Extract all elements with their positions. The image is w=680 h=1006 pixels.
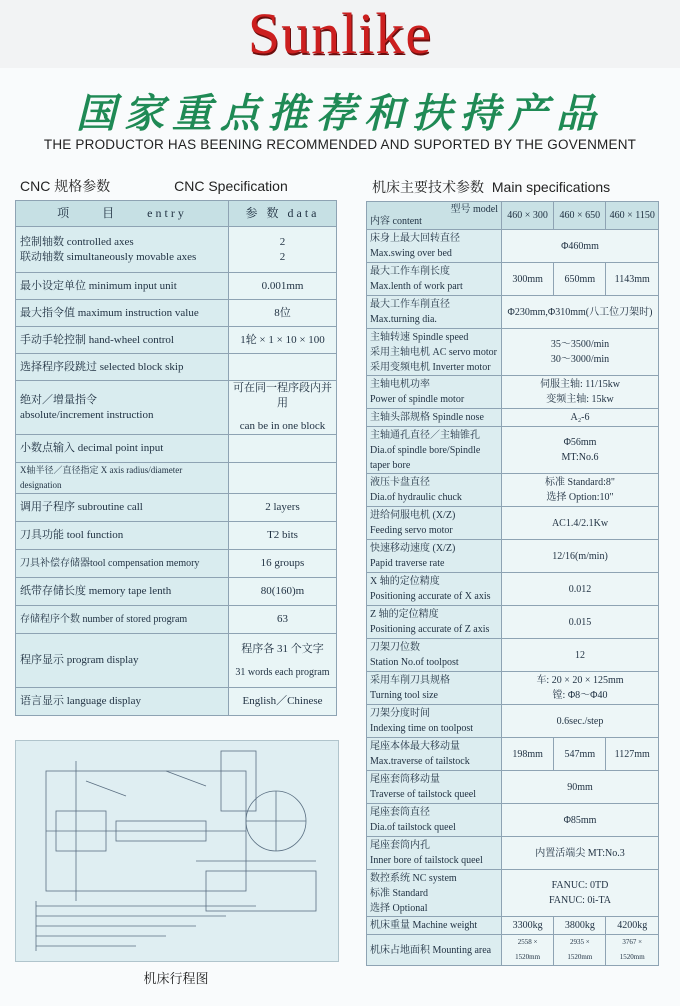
row-label-line: Dia.of tailstock queel <box>370 822 456 833</box>
row-label <box>367 329 502 376</box>
headline: 国家重点推荐和扶持产品 <box>76 91 604 137</box>
row-label <box>367 409 502 427</box>
row-label-line: Max.turning dia. <box>370 314 437 325</box>
model-header: 460 × 1150 <box>606 202 659 230</box>
table-row <box>367 639 659 672</box>
row-label: 刀具补偿存储器tool compensation memory <box>16 550 229 578</box>
row-value <box>502 705 659 738</box>
row-value-line: 内置活端尖 MT:No.3 <box>535 847 625 859</box>
row-label: 小数点输入 decimal point input <box>16 435 229 463</box>
table-row <box>367 376 659 409</box>
row-label <box>367 376 502 409</box>
row-label-line: 控制轴数 controlled axes <box>20 235 134 248</box>
header-content: 内容 content <box>370 215 422 227</box>
cnc-title-cn: CNC 规格参数 <box>20 178 111 194</box>
row-value-line: 0.012 <box>568 583 592 595</box>
row-label-line: Dia.of hydraulic chuck <box>370 492 462 503</box>
row-label-line: 液压卡盘直径 <box>370 477 430 488</box>
row-label-line: Power of spindle motor <box>370 394 465 405</box>
table-row <box>367 409 659 427</box>
row-value <box>502 573 659 606</box>
table-row <box>16 381 337 435</box>
row-value <box>502 540 659 573</box>
row-value-line: 可在同一程序段内并用 <box>233 382 332 409</box>
row-label <box>367 230 502 263</box>
row-label: 调用子程序 subroutine call <box>16 494 229 522</box>
row-label-line: 刀架分度时间 <box>370 708 430 719</box>
row-label-line: Positioning accurate of Z axis <box>370 624 490 635</box>
row-label <box>367 573 502 606</box>
row-label-line: 最大工作车削长度 <box>370 266 450 277</box>
row-label-line: 床身上最大回转直径 <box>370 233 460 244</box>
header-data: 参 数 data <box>229 201 337 227</box>
row-value: 1轮 × 1 × 10 × 100 <box>229 327 337 354</box>
row-value: 80(160)m <box>229 578 337 606</box>
row-label-line: 尾座套筒直径 <box>370 807 430 818</box>
table-row <box>16 522 337 550</box>
row-value <box>502 672 659 705</box>
row-label <box>367 263 502 296</box>
row-value-line: 镗: Φ8～Φ40 <box>552 690 608 701</box>
row-label-line: 绝对／增量指令 <box>20 393 97 406</box>
table-row <box>367 507 659 540</box>
row-label-line: Z 轴的定位精度 <box>370 609 439 620</box>
row-value: 63 <box>229 606 337 634</box>
row-label-line: absolute/increment instruction <box>20 408 154 421</box>
table-row <box>367 935 659 966</box>
row-value: 0.001mm <box>229 273 337 300</box>
row-label: 刀具功能 tool function <box>16 522 229 550</box>
row-label-line: 采用主轴电机 AC servo motor <box>370 346 497 358</box>
row-label-line: 标准 Standard <box>370 887 429 899</box>
row-label-line: Indexing time on toolpost <box>370 723 474 734</box>
row-label-line: 进给伺服电机 (X/Z) <box>370 510 456 521</box>
cnc-section-title <box>20 176 288 196</box>
travel-diagram <box>15 740 339 962</box>
row-value-line: Φ85mm <box>563 814 597 826</box>
row-value <box>502 230 659 263</box>
row-value: 300mm <box>502 263 554 296</box>
row-value: 1143mm <box>606 263 659 296</box>
row-label-line: 选择 Optional <box>370 902 428 914</box>
row-label: 存储程序个数 number of stored program <box>16 606 229 634</box>
row-label-line: Station No.of toolpost <box>370 657 459 668</box>
row-value <box>502 296 659 329</box>
row-value-line: 选择 Option:10" <box>546 492 614 503</box>
table-row <box>367 230 659 263</box>
table-row <box>367 870 659 917</box>
table-header-row <box>367 202 659 230</box>
row-label <box>367 738 502 771</box>
row-value-line: 车: 20 × 20 × 125mm <box>536 675 624 686</box>
main-title-en: Main specifications <box>491 179 611 195</box>
row-label <box>367 935 502 966</box>
row-value-line: A₂-6 <box>570 412 590 423</box>
row-value: 3300kg <box>502 917 554 935</box>
row-label: 选择程序段跳过 selected block skip <box>16 354 229 381</box>
table-row <box>16 606 337 634</box>
row-value-line: 2 <box>279 235 286 248</box>
row-value: 8位 <box>229 300 337 327</box>
main-title-cn: 机床主要技术参数 <box>372 179 484 195</box>
row-value-line: AC1.4/2.1Kw <box>551 517 609 529</box>
cnc-spec-table <box>15 200 337 716</box>
table-row <box>16 327 337 354</box>
row-value <box>502 409 659 427</box>
row-label-line: 最大工作车削直径 <box>370 299 450 310</box>
row-label-line: 主轴电机功率 <box>370 379 430 390</box>
row-label-line: 数控系统 NC system <box>370 872 457 884</box>
subheadline: THE PRODUCTOR HAS BEENING RECOMMENDED AND SUPORTED BY THE GOVENMENT <box>43 137 637 152</box>
table-row <box>16 634 337 688</box>
row-value-line: 12/16(m/min) <box>552 550 608 562</box>
row-value-line: 35～3500/min <box>550 339 610 350</box>
table-row <box>16 300 337 327</box>
row-label-line: 尾座套筒内孔 <box>370 840 430 851</box>
row-label-line: 刀架刀位数 <box>370 642 420 653</box>
table-row <box>367 573 659 606</box>
row-label <box>367 672 502 705</box>
row-label <box>367 639 502 672</box>
main-spec-body <box>367 202 659 966</box>
row-value <box>502 639 659 672</box>
cnc-title-en: CNC Specification <box>174 178 288 194</box>
row-label-line: 主轴头部规格 Spindle nose <box>370 412 484 423</box>
row-label-line: Dia.of spindle bore/Spindle <box>370 444 481 456</box>
row-value <box>502 376 659 409</box>
row-value: 3800kg <box>554 917 606 935</box>
row-value-line: 程序各 31 个文字 <box>241 642 324 655</box>
row-label: 最小设定单位 minimum input unit <box>16 273 229 300</box>
table-row <box>16 435 337 463</box>
table-row <box>367 738 659 771</box>
row-label-line: Turning tool size <box>370 690 438 701</box>
row-label-line: 联动轴数 simultaneously movable axes <box>20 250 197 263</box>
table-row <box>367 672 659 705</box>
table-row <box>367 837 659 870</box>
row-value <box>229 227 337 273</box>
row-value-line: 31 words each program <box>235 666 330 678</box>
model-header: 460 × 650 <box>554 202 606 230</box>
row-value-line: 90mm <box>567 781 593 793</box>
table-row <box>16 463 337 494</box>
row-label <box>367 427 502 474</box>
row-label <box>367 917 502 935</box>
row-value-line: 0.015 <box>568 616 592 628</box>
row-value <box>502 837 659 870</box>
table-row <box>367 474 659 507</box>
row-value: 1127mm <box>606 738 659 771</box>
row-value: 16 groups <box>229 550 337 578</box>
row-value: 2 layers <box>229 494 337 522</box>
row-value-line: Φ230mm,Φ310mm(八工位刀架时) <box>507 306 653 318</box>
row-value: 547mm <box>554 738 606 771</box>
row-label-line: Inner bore of tailstock queel <box>370 855 483 866</box>
row-label-line: 快速移动速度 (X/Z) <box>370 543 456 554</box>
row-label-line: Papid traverse rate <box>370 558 445 569</box>
row-value-line: FANUC: 0TD <box>551 880 609 891</box>
row-label <box>367 540 502 573</box>
row-label: 程序显示 program display <box>16 634 229 688</box>
row-value: 198mm <box>502 738 554 771</box>
main-spec-table <box>366 201 659 966</box>
row-label-line: Max.swing over bed <box>370 248 452 259</box>
row-label <box>367 870 502 917</box>
row-label-line: 尾座本体最大移动量 <box>370 741 460 752</box>
row-label-line: Max.traverse of tailstock <box>370 756 470 767</box>
header-model-content <box>367 202 502 230</box>
row-label-line: 主轴转速 Spindle speed <box>370 331 469 343</box>
row-value: T2 bits <box>229 522 337 550</box>
row-label <box>367 837 502 870</box>
header-entry: 项 目 entry <box>16 201 229 227</box>
table-row <box>367 263 659 296</box>
brand-logo: Sunlike <box>247 1 433 66</box>
table-row <box>367 705 659 738</box>
row-value: 650mm <box>554 263 606 296</box>
row-value-line: 12 <box>575 649 585 661</box>
row-value-line: 30～3000/min <box>550 354 610 365</box>
model-header: 460 × 300 <box>502 202 554 230</box>
row-label-line: Max.lenth of work part <box>370 281 463 292</box>
row-value: 4200kg <box>606 917 659 935</box>
table-row <box>16 227 337 273</box>
row-value <box>502 427 659 474</box>
row-value-line: Φ56mm <box>563 437 597 448</box>
row-label <box>367 474 502 507</box>
table-row <box>16 494 337 522</box>
row-label <box>367 507 502 540</box>
row-value <box>229 435 337 463</box>
row-label <box>367 771 502 804</box>
row-label-line: Traverse of tailstock queel <box>370 789 476 800</box>
header-model: 型号 model <box>450 203 498 215</box>
table-row <box>16 578 337 606</box>
row-label: 手动手轮控制 hand-wheel control <box>16 327 229 354</box>
row-value <box>502 474 659 507</box>
table-row <box>367 606 659 639</box>
row-label-line: 采用车削刀具规格 <box>370 675 450 686</box>
row-label: 语言显示 language display <box>16 688 229 716</box>
row-value <box>229 381 337 435</box>
row-value-line: 0.6sec./step <box>556 715 604 727</box>
row-value-line: 变频主轴: 15kw <box>546 394 614 405</box>
row-value <box>502 329 659 376</box>
row-label-line: Positioning accurate of X axis <box>370 591 491 602</box>
table-row <box>367 427 659 474</box>
row-value-line: MT:No.6 <box>561 452 599 463</box>
table-row <box>367 296 659 329</box>
row-label-line: 机床重量 Machine weight <box>370 920 478 931</box>
row-label <box>367 804 502 837</box>
row-value: 3767 × 1520mm <box>606 935 659 966</box>
row-value <box>502 804 659 837</box>
row-value: 2935 × 1520mm <box>554 935 606 966</box>
row-value <box>502 606 659 639</box>
table-row <box>16 688 337 716</box>
row-value-line: 标准 Standard:8" <box>545 477 615 488</box>
table-row <box>367 329 659 376</box>
row-value: English／Chinese <box>229 688 337 716</box>
row-label-line: X 轴的定位精度 <box>370 576 440 587</box>
row-value-line: 伺服主轴: 11/15kw <box>540 379 620 390</box>
row-value-line: Φ460mm <box>561 240 599 252</box>
main-section-title <box>372 177 610 197</box>
table-row <box>367 804 659 837</box>
table-row <box>16 273 337 300</box>
row-value <box>229 463 337 494</box>
row-value-line: 2 <box>279 250 286 263</box>
table-header-row <box>16 201 337 227</box>
row-label <box>367 296 502 329</box>
row-label <box>367 606 502 639</box>
row-label: 最大指令值 maximum instruction value <box>16 300 229 327</box>
row-value <box>502 507 659 540</box>
diagram-caption: 机床行程图 <box>143 972 209 987</box>
row-value <box>229 634 337 688</box>
row-value <box>229 354 337 381</box>
row-value <box>502 870 659 917</box>
row-label-line: 采用变频电机 Inverter motor <box>370 361 491 373</box>
row-value-line: can be in one block <box>239 420 326 432</box>
table-row <box>16 550 337 578</box>
row-label-line: 尾座套筒移动量 <box>370 774 440 785</box>
row-value <box>502 771 659 804</box>
row-label <box>367 705 502 738</box>
row-label-line: 机床占地面积 Mounting area <box>370 944 492 956</box>
row-label-line: taper bore <box>370 459 411 471</box>
row-label-line: Feeding servo motor <box>370 525 453 536</box>
lathe-travel-drawing <box>16 741 338 961</box>
row-label <box>16 227 229 273</box>
table-row <box>367 540 659 573</box>
row-label <box>16 381 229 435</box>
row-value: 2558 × 1520mm <box>502 935 554 966</box>
row-label: X轴半径／直径指定 X axis radius/diameter designation <box>16 463 229 494</box>
table-row <box>367 771 659 804</box>
row-value-line: FANUC: 0i-TA <box>548 895 612 906</box>
table-row <box>367 917 659 935</box>
table-row <box>16 354 337 381</box>
row-label-line: 主轴通孔直径／主轴锥孔 <box>370 429 480 441</box>
row-label: 纸带存储长度 memory tape lenth <box>16 578 229 606</box>
